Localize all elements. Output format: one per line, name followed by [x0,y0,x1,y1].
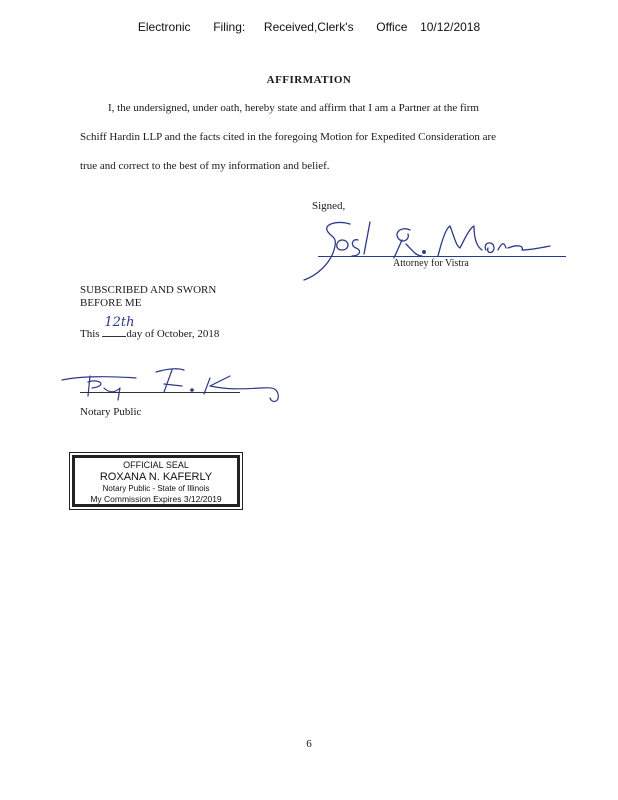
day-handwritten: 12th [104,315,135,330]
affirmation-line-3: true and correct to the best of my information and belief. [80,160,330,172]
header-word-office: Office [376,20,408,34]
signed-label: Signed, [312,200,346,212]
seal-line-1: OFFICIAL SEAL [123,460,189,470]
attorney-signature [298,210,558,282]
affirmation-line-1: I, the undersigned, under oath, hereby state and affirm that I am a Partner at the firm [108,102,479,114]
this-suffix: day of October, 2018 [126,328,220,340]
header-word-filing: Filing: [213,20,246,34]
header-date: 10/12/2018 [420,20,481,34]
this-prefix: This [80,328,100,340]
header-word-electronic: Electronic [137,20,191,34]
attorney-label: Attorney for Vistra [393,258,469,269]
seal-line-4: My Commission Expires 3/12/2019 [90,494,222,504]
attorney-signature-line [318,256,566,257]
subscribed-line-1: SUBSCRIBED AND SWORN [80,284,217,296]
header-word-received: Received,Clerk's [263,20,354,34]
subscribed-line-2: BEFORE ME [80,297,142,309]
page-number: 6 [306,738,312,750]
notary-public-label: Notary Public [80,406,142,418]
date-sworn-line [80,315,220,340]
notary-signature [60,364,290,408]
affirmation-line-2: Schiff Hardin LLP and the facts cited in the foregoing Motion for Expedited Consideration are [80,131,497,143]
seal-line-2: ROXANA N. KAFERLY [99,471,213,483]
document-title: AFFIRMATION [266,74,352,86]
filing-header [0,20,618,34]
seal-line-3: Notary Public - State of Illinois [102,484,210,493]
official-seal-stamp [72,455,240,507]
subscribed-and-sworn [80,284,216,310]
day-blank [102,315,135,337]
notary-signature-line [80,392,240,393]
